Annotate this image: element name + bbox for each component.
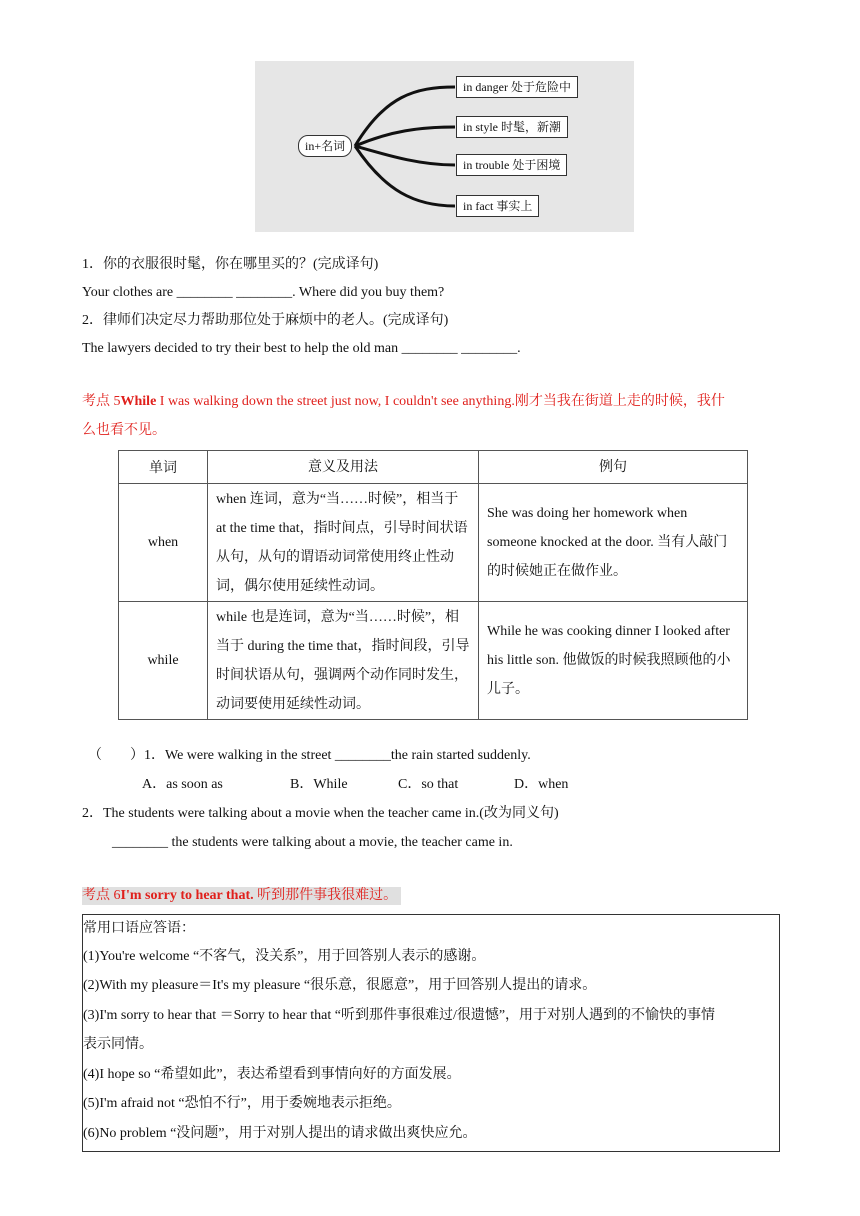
list-item: (6)No problem “没问题”，用于对别人提出的请求做出爽快应允。 [83,1126,477,1141]
option: D．when [514,777,569,792]
exercise-question: 2．The students were talking about a movie when the teacher came in.(改为同义句) [82,806,559,821]
point-text: 听到那件事我很难过。 [253,888,398,903]
option: C．so that [398,777,459,792]
point-5-heading-cont: 么也看不见。 [82,423,166,438]
table-cell-example: While he was cooking dinner I looked after his little son. 他做饭的时候我照顾他的小儿子。 [479,602,748,720]
point-text: I was walking down the street just now, I couldn't see anything.刚才当我在街道上走的时候，我什 [156,394,725,409]
table-cell-example: She was doing her homework when someone knocked at the door. 当有人敲门的时候她正在做作业。 [479,484,748,602]
exercise-sentence: ________ the students were talking about a movie, the teacher came in. [112,835,513,850]
exercise-sentence: The lawyers decided to try their best to help the old man ________ ________. [82,341,521,356]
point-label: 考点 5 [82,394,121,409]
list-item: (1)You're welcome “不客气，没关系”，用于回答别人表示的感谢。 [83,949,486,964]
list-item: (4)I hope so “希望如此”，表达希望看到事情向好的方面发展。 [83,1067,461,1082]
table-row [119,602,748,720]
mind-map-center: in+名词 [298,135,352,157]
table-header: 例句 [479,451,748,484]
list-item: 表示同情。 [83,1037,153,1052]
point-keyword: While [120,394,157,409]
mind-map-item: in danger 处于危险中 [456,76,578,98]
table-header-row [119,451,748,484]
table-cell-usage: when 连词，意为“当……时候”，相当于 at the time that，指时间点，引导时间状语从句，从句的谓语动词常使用终止性动词，偶尔使用延续性动词。 [208,484,479,602]
point-keyword: I'm sorry to hear that. [120,888,254,903]
table-header: 意义及用法 [208,451,479,484]
phrases-box [82,914,780,1152]
when-while-table [118,450,748,720]
mind-map-item: in fact 事实上 [456,195,539,217]
mind-map-figure [255,61,634,232]
exercise-question: （ ）1．We were walking in the street ________the rain started suddenly. [88,748,531,763]
table-row [119,484,748,602]
exercise-question: 1．你的衣服很时髦，你在哪里买的？(完成译句) [82,257,379,272]
point-6-heading [82,887,401,905]
list-item: (3)I'm sorry to hear that ＝Sorry to hear that “听到那件事很难过/很遗憾”，用于对别人遇到的不愉快的事情 [83,1008,716,1023]
box-title: 常用口语应答语： [83,921,195,936]
point-label: 考点 6 [82,888,121,903]
mind-map-item: in trouble 处于困境 [456,154,567,176]
table-header: 单词 [119,451,208,484]
list-item: (2)With my pleasure＝It's my pleasure “很乐意，很愿意”，用于回答别人提出的请求。 [83,978,597,993]
table-cell-word: while [119,602,208,720]
mind-map-item: in style 时髦，新潮 [456,116,568,138]
table-cell-usage: while 也是连词，意为“当……时候”，相当于 during the time that，指时间段，引导时间状语从句，强调两个动作同时发生，动词要使用延续性动词。 [208,602,479,720]
exercise-sentence: Your clothes are ________ ________. Where did you buy them? [82,285,445,300]
table-cell-word: when [119,484,208,602]
option: B．While [290,777,348,792]
exercise-question: 2．律师们决定尽力帮助那位处于麻烦中的老人。(完成译句) [82,313,449,328]
list-item: (5)I'm afraid not “恐怕不行”，用于委婉地表示拒绝。 [83,1096,401,1111]
option: A．as soon as [142,777,223,792]
point-5-heading [82,393,725,411]
